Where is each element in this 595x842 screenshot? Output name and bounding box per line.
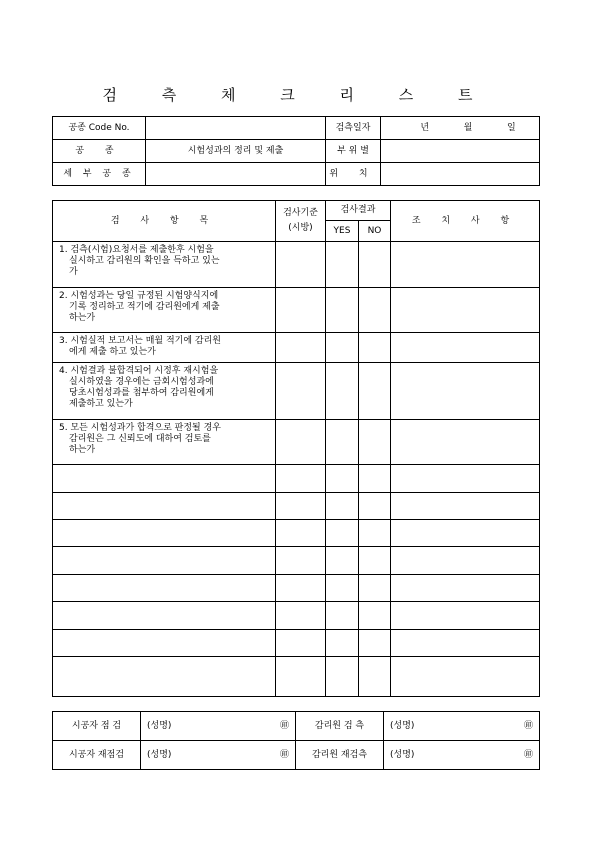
supervisor-recheck-label: 감리원 재검측 <box>296 741 384 770</box>
no-cell[interactable] <box>359 630 391 657</box>
detail-field[interactable] <box>146 163 326 186</box>
item-cell[interactable] <box>53 657 276 697</box>
no-cell[interactable] <box>359 420 391 465</box>
checklist-row <box>53 288 540 333</box>
col-standard-header <box>276 201 326 242</box>
checklist-item-line: 실시하고 감리원의 확인을 득하고 있는 <box>69 256 220 266</box>
standard-cell[interactable] <box>276 288 326 333</box>
checklist-row <box>53 242 540 288</box>
checklist-row <box>53 333 540 363</box>
checklist-item-line: 기록 정리하고 적기에 감리원에게 제출 <box>69 302 220 312</box>
yes-cell[interactable] <box>326 420 359 465</box>
name-label: (성명) <box>390 749 415 760</box>
standard-cell[interactable] <box>276 520 326 547</box>
yes-cell[interactable] <box>326 288 359 333</box>
item-cell[interactable] <box>53 547 276 575</box>
action-cell[interactable] <box>391 420 540 465</box>
standard-cell[interactable] <box>276 420 326 465</box>
col-standard-line2: (시방) <box>288 223 313 233</box>
action-cell[interactable] <box>391 547 540 575</box>
checklist-item-line: 가 <box>69 267 78 277</box>
checklist-blank-row <box>53 465 540 493</box>
checklist-item <box>53 242 276 288</box>
no-cell[interactable] <box>359 465 391 493</box>
checklist-item <box>53 333 276 363</box>
action-cell[interactable] <box>391 363 540 420</box>
checklist-item-line: 2. 시험성과는 당일 규정된 시험양식지에 <box>59 291 219 301</box>
location-label: 위 치 <box>326 163 381 186</box>
part-label: 부 위 별 <box>326 140 381 163</box>
supervisor-check-label: 감리원 검 측 <box>296 712 384 741</box>
location-field[interactable] <box>381 163 540 186</box>
yes-cell[interactable] <box>326 363 359 420</box>
checklist-item-line: 에게 제출 하고 있는가 <box>69 347 156 357</box>
page-title: 검 측 체 크 리 스 트 <box>102 86 493 104</box>
checklist-item <box>53 288 276 333</box>
yes-cell[interactable] <box>326 657 359 697</box>
checklist-item-line: 제출하고 있는가 <box>69 399 133 409</box>
checklist-blank-row <box>53 575 540 602</box>
standard-cell[interactable] <box>276 333 326 363</box>
standard-cell[interactable] <box>276 242 326 288</box>
standard-cell[interactable] <box>276 363 326 420</box>
no-cell[interactable] <box>359 520 391 547</box>
name-label: (성명) <box>390 720 415 731</box>
name-label: (성명) <box>147 749 172 760</box>
checklist-blank-row <box>53 547 540 575</box>
col-result-header: 검사결과 <box>326 201 391 221</box>
day-label: 일 <box>506 122 516 133</box>
yes-cell[interactable] <box>326 547 359 575</box>
yes-cell[interactable] <box>326 630 359 657</box>
checklist-blank-row <box>53 602 540 630</box>
checklist-blank-row <box>53 657 540 697</box>
item-cell[interactable] <box>53 493 276 520</box>
checklist-item-line: 하는가 <box>69 445 96 455</box>
seal-icon: ㊞ <box>279 720 289 731</box>
standard-cell[interactable] <box>276 602 326 630</box>
standard-cell[interactable] <box>276 575 326 602</box>
supervisor-check-sign[interactable] <box>384 712 540 741</box>
work-label: 공 종 <box>53 140 146 163</box>
date-label: 검측일자 <box>326 117 381 140</box>
item-cell[interactable] <box>53 520 276 547</box>
checklist-blank-row <box>53 630 540 657</box>
checklist-item-line: 감리원은 그 신뢰도에 대하여 검토를 <box>69 434 211 444</box>
item-cell[interactable] <box>53 465 276 493</box>
no-cell[interactable] <box>359 575 391 602</box>
col-item-header: 검 사 항 목 <box>53 201 276 242</box>
contractor-recheck-sign[interactable] <box>141 741 296 770</box>
no-cell[interactable] <box>359 288 391 333</box>
year-label: 년 <box>420 122 430 133</box>
work-field[interactable]: 시험성과의 정리 및 제출 <box>146 140 326 163</box>
action-cell[interactable] <box>391 333 540 363</box>
checklist-item-line: 실시하였을 경우에는 금회시험성과에 <box>69 377 214 387</box>
item-cell[interactable] <box>53 602 276 630</box>
seal-icon: ㊞ <box>279 749 289 760</box>
action-cell[interactable] <box>391 657 540 697</box>
standard-cell[interactable] <box>276 493 326 520</box>
col-yes-header: YES <box>326 221 359 242</box>
action-cell[interactable] <box>391 602 540 630</box>
date-field[interactable] <box>381 117 540 140</box>
signature-table <box>52 711 540 770</box>
no-cell[interactable] <box>359 333 391 363</box>
checklist-item <box>53 363 276 420</box>
checklist-item-line: 1. 검측(시험)요청서를 제출한후 시험을 <box>59 245 214 255</box>
action-cell[interactable] <box>391 493 540 520</box>
col-no-header: NO <box>359 221 391 242</box>
action-cell[interactable] <box>391 465 540 493</box>
checklist-blank-row <box>53 493 540 520</box>
checklist-item-line: 4. 시험결과 불합격되어 시정후 재시험을 <box>59 366 219 376</box>
name-label: (성명) <box>147 720 172 731</box>
yes-cell[interactable] <box>326 493 359 520</box>
contractor-check-label: 시공자 점 검 <box>53 712 141 741</box>
yes-cell[interactable] <box>326 465 359 493</box>
checklist-row <box>53 363 540 420</box>
no-cell[interactable] <box>359 602 391 630</box>
action-cell[interactable] <box>391 288 540 333</box>
item-cell[interactable] <box>53 630 276 657</box>
seal-icon: ㊞ <box>523 749 533 760</box>
col-action-header: 조 치 사 항 <box>391 201 540 242</box>
action-cell[interactable] <box>391 242 540 288</box>
contractor-check-sign[interactable] <box>141 712 296 741</box>
checklist-item-line: 하는가 <box>69 313 96 323</box>
checklist-item-line: 당초시험성과를 첨부하여 감리원에게 <box>69 388 214 398</box>
checklist-item <box>53 420 276 465</box>
detail-label: 세 부 공 종 <box>53 163 146 186</box>
yes-cell[interactable] <box>326 242 359 288</box>
no-cell[interactable] <box>359 657 391 697</box>
seal-icon: ㊞ <box>523 720 533 731</box>
checklist-blank-row <box>53 520 540 547</box>
checklist-table <box>52 200 540 697</box>
no-cell[interactable] <box>359 242 391 288</box>
no-cell[interactable] <box>359 363 391 420</box>
action-cell[interactable] <box>391 575 540 602</box>
contractor-recheck-label: 시공자 재점검 <box>53 741 141 770</box>
standard-cell[interactable] <box>276 630 326 657</box>
standard-cell[interactable] <box>276 657 326 697</box>
checklist-item-line: 3. 시험실적 보고서는 매월 적기에 감리원 <box>59 336 221 346</box>
month-label: 월 <box>463 122 473 133</box>
checklist-item-line: 5. 모든 시험성과가 합격으로 판정될 경우 <box>59 423 221 433</box>
supervisor-recheck-sign[interactable] <box>384 741 540 770</box>
checklist-row <box>53 420 540 465</box>
col-standard-line1: 검사기준 <box>283 208 318 218</box>
yes-cell[interactable] <box>326 333 359 363</box>
action-cell[interactable] <box>391 520 540 547</box>
part-field[interactable] <box>381 140 540 163</box>
yes-cell[interactable] <box>326 520 359 547</box>
no-cell[interactable] <box>359 547 391 575</box>
yes-cell[interactable] <box>326 602 359 630</box>
code-label: 공종 Code No. <box>53 117 146 140</box>
standard-cell[interactable] <box>276 547 326 575</box>
header-table <box>52 116 540 186</box>
yes-cell[interactable] <box>326 575 359 602</box>
code-field[interactable] <box>146 117 326 140</box>
standard-cell[interactable] <box>276 465 326 493</box>
item-cell[interactable] <box>53 575 276 602</box>
no-cell[interactable] <box>359 493 391 520</box>
action-cell[interactable] <box>391 630 540 657</box>
